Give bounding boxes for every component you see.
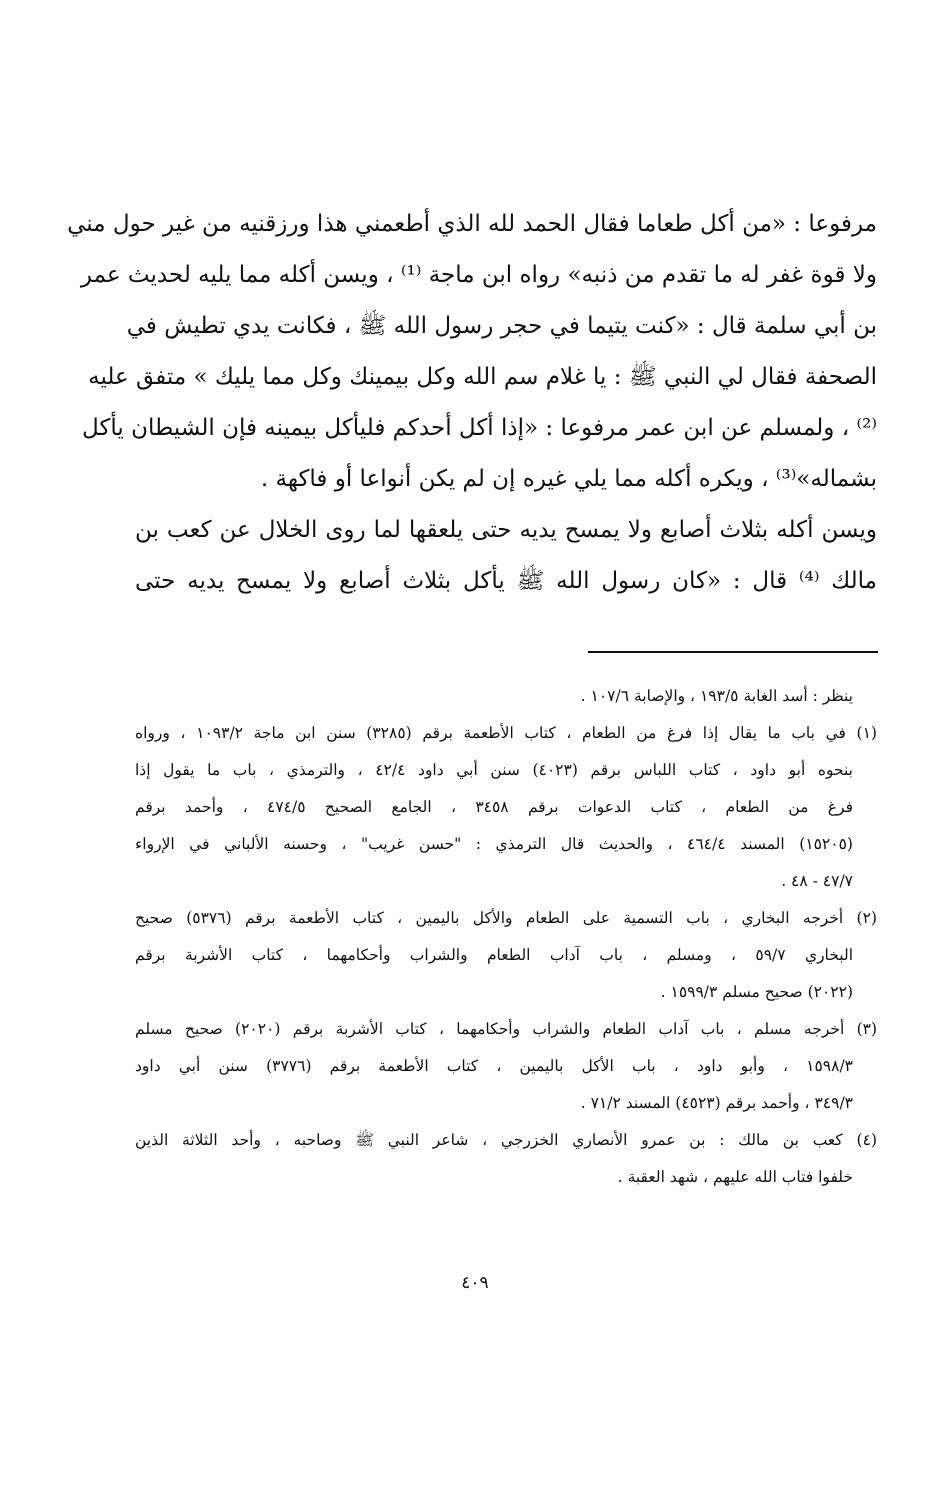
- main-text-line: مرفوعا : «من أكل طعاما فقال الحمد لله الذي أطعمني هذا ورزقنيه من غير حول مني: [67, 211, 877, 237]
- footnote-divider: [588, 651, 878, 653]
- footnote-line: ٣٤٩/٣ ، وأحمد برقم (٤٥٢٣) المسند ٧١/٢ .: [580, 1094, 853, 1112]
- main-text-line: بشماله»⁽³⁾ ، ويكره أكله مما يلي غيره إن لم يكن أنواعا أو فاكهة .: [260, 466, 877, 492]
- footnote-line: البخاري ٥٩/٧ ، ومسلم ، باب آداب الطعام والشراب وأحكامهما ، كتاب الأشربة برقم: [135, 946, 853, 964]
- footnote-2: [135, 900, 877, 1011]
- footnote-line: (٤) كعب بن مالك : بن عمرو الأنصاري الخزرجي ، شاعر النبي ﷺ وصاحبه ، وأحد الثلاثة الذين: [135, 1131, 877, 1149]
- main-text-line: ويسن أكله بثلاث أصابع ولا يمسح يديه حتى يلعقها لما روى الخلال عن كعب بن: [135, 517, 877, 543]
- footnote-line: (١٥٢٠٥) المسند ٤٦٤/٤ ، والحديث قال الترمذي : "حسن غريب" ، وحسنه الألباني في الإرواء: [135, 835, 853, 853]
- main-text-line: ولا قوة غفر له ما تقدم من ذنبه» رواه ابن ماجة ⁽¹⁾ ، ويسن أكله مما يليه لحديث عمر: [80, 262, 877, 288]
- footnote-line: (٢) أخرجه البخاري ، باب التسمية على الطعام والأكل باليمين ، كتاب الأطعمة برقم (٥٣٧٦) صحيح: [135, 909, 877, 927]
- footnote-line: ٤٧/٧ - ٤٨ .: [781, 872, 853, 890]
- main-text-line: ⁽²⁾ ، ولمسلم عن ابن عمر مرفوعا : «إذا أكل أحدكم فليأكل بيمينه فإن الشيطان يأكل: [82, 415, 877, 441]
- footnote-line: بنحوه أبو داود ، كتاب اللباس برقم (٤٠٢٣) سنن أبي داود ٤٢/٤ ، والترمذي ، باب ما يقول إذا: [135, 761, 853, 779]
- footnote-line: (١) في باب ما يقال إذا فرغ من الطعام ، كتاب الأطعمة برقم (٣٢٨٥) سنن ابن ماجة ١٠٩٣/٢ ، ورواه: [135, 724, 877, 742]
- footnote-line: فرغ من الطعام ، كتاب الدعوات برقم ٣٤٥٨ ، الجامع الصحيح ٤٧٤/٥ ، وأحمد برقم: [135, 798, 853, 816]
- footnote-line: ١٥٩٨/٣ ، وأبو داود ، باب الأكل باليمين ، كتاب الأطعمة برقم (٣٧٧٦) سنن أبي داود: [135, 1057, 853, 1075]
- footnote-continuation: ينظر : أسد الغابة ١٩٣/٥ ، والإصابة ١٠٧/٦ .: [580, 687, 853, 705]
- footnote-line: خلفوا فتاب الله عليهم ، شهد العقبة .: [617, 1168, 853, 1186]
- footnote-3: [135, 1011, 877, 1122]
- footnote-4: [135, 1122, 877, 1196]
- main-text-line: بن أبي سلمة قال : «كنت يتيما في حجر رسول الله ﷺ ، فكانت يدي تطيش في: [126, 313, 877, 339]
- page-number: ٤٠٩: [461, 1273, 489, 1293]
- footnotes-block: [135, 678, 877, 1196]
- footnote-line: (٣) أخرجه مسلم ، باب آداب الطعام والشراب وأحكامهما ، كتاب الأشربة برقم (٢٠٢٠) صحيح مسلم: [135, 1020, 878, 1038]
- footnote-line: (٢٠٢٢) صحيح مسلم ١٥٩٩/٣ .: [660, 983, 853, 1001]
- main-text-line: مالك ⁽⁴⁾ قال : «كان رسول الله ﷺ يأكل بثلاث أصابع ولا يمسح يديه حتى: [135, 568, 877, 594]
- main-text-line: الصحفة فقال لي النبي ﷺ : يا غلام سم الله وكل بيمينك وكل مما يليك » متفق عليه: [88, 364, 877, 390]
- footnote-1: [135, 715, 877, 900]
- main-text-block: [67, 199, 877, 607]
